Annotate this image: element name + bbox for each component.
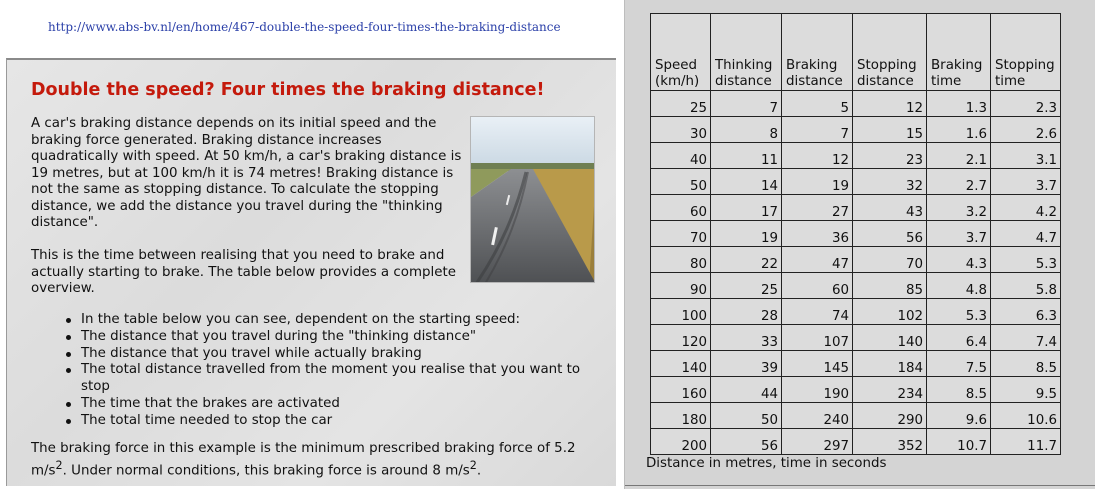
list-item: The total distance travelled from the moment you realise that you want to stop [81, 362, 601, 396]
table-cell: 56 [711, 429, 782, 455]
table-cell: 7.4 [991, 325, 1061, 351]
table-cell: 25 [711, 273, 782, 299]
table-cell: 3.7 [991, 169, 1061, 195]
article-panel [6, 58, 616, 486]
table-cell: 11 [711, 143, 782, 169]
table-cell: 7 [711, 91, 782, 117]
table-cell: 1.6 [927, 117, 991, 143]
table-cell: 2.7 [927, 169, 991, 195]
table-cell: 160 [651, 377, 711, 403]
table-cell: 85 [853, 273, 927, 299]
list-item: The total time needed to stop the car [81, 413, 601, 430]
table-cell: 8.5 [927, 377, 991, 403]
table-cell: 9.5 [991, 377, 1061, 403]
table-cell: 56 [853, 221, 927, 247]
column-header-stopping-time [991, 14, 1061, 91]
superscript: 2 [469, 458, 477, 472]
table-cell: 190 [782, 377, 853, 403]
table-row [651, 117, 1061, 143]
list-item: The distance that you travel while actually braking [81, 346, 601, 363]
header-line: distance [857, 74, 914, 89]
article-title: Double the speed? Four times the braking distance! [31, 80, 545, 100]
table-cell: 90 [651, 273, 711, 299]
table-cell: 44 [711, 377, 782, 403]
paragraph-3-text: . [476, 462, 482, 478]
table-cell: 33 [711, 325, 782, 351]
table-cell: 140 [651, 351, 711, 377]
table-cell: 3.7 [927, 221, 991, 247]
table-row [651, 247, 1061, 273]
table-cell: 145 [782, 351, 853, 377]
table-cell: 140 [853, 325, 927, 351]
table-row [651, 195, 1061, 221]
paragraph-3-text: The braking force in this example is the minimum prescribed braking force of 5.2 m/s [31, 441, 576, 478]
table-cell: 11.7 [991, 429, 1061, 455]
list-item: The distance that you travel during the "thinking distance" [81, 329, 601, 346]
header-line: Speed [655, 58, 697, 73]
table-row [651, 143, 1061, 169]
header-line: distance [715, 74, 772, 89]
table-row [651, 325, 1061, 351]
table-row [651, 273, 1061, 299]
table-cell: 70 [651, 221, 711, 247]
table-cell: 180 [651, 403, 711, 429]
table-cell: 9.6 [927, 403, 991, 429]
column-header-stopping-distance [853, 14, 927, 91]
table-footnote: Distance in metres, time in seconds [646, 456, 887, 471]
overview-bullet-list [81, 312, 601, 430]
table-cell: 107 [782, 325, 853, 351]
table-cell: 43 [853, 195, 927, 221]
header-line: Stopping [995, 58, 1055, 73]
table-cell: 3.1 [991, 143, 1061, 169]
table-row [651, 377, 1061, 403]
table-cell: 15 [853, 117, 927, 143]
table-cell: 7.5 [927, 351, 991, 377]
table-cell: 12 [853, 91, 927, 117]
table-cell: 4.8 [927, 273, 991, 299]
table-cell: 80 [651, 247, 711, 273]
table-cell: 120 [651, 325, 711, 351]
table-cell: 23 [853, 143, 927, 169]
table-row [651, 169, 1061, 195]
table-body [651, 91, 1061, 455]
table-cell: 8 [711, 117, 782, 143]
table-cell: 234 [853, 377, 927, 403]
article-paragraph-2: This is the time between realising that you need to brake and actually starting to brake. The table below provides a complete overview. [31, 248, 456, 296]
table-cell: 36 [782, 221, 853, 247]
article-paragraph-1: A car's braking distance depends on its initial speed and the braking force generated. Braking distance increases quadratically with speed. At 50 km/h, a car's braking distance is 19 metres, but at 100 km/h it is 74 metres! Braking distance is not the same as stopping distance. To calculate the stopping distance, we add the distance you travel during the "thinking distance". [31, 116, 462, 230]
table-cell: 2.6 [991, 117, 1061, 143]
table-cell: 40 [651, 143, 711, 169]
table-cell: 5.8 [991, 273, 1061, 299]
table-cell: 352 [853, 429, 927, 455]
table-row [651, 221, 1061, 247]
header-line: time [931, 74, 962, 89]
braking-distance-table [650, 13, 1061, 455]
header-line: Braking [786, 58, 838, 73]
header-line: (km/h) [655, 74, 700, 89]
table-cell: 297 [782, 429, 853, 455]
table-cell: 10.7 [927, 429, 991, 455]
table-row [651, 299, 1061, 325]
table-cell: 74 [782, 299, 853, 325]
table-cell: 7 [782, 117, 853, 143]
table-cell: 6.3 [991, 299, 1061, 325]
header-line: distance [786, 74, 843, 89]
header-line: time [995, 74, 1026, 89]
table-row [651, 429, 1061, 455]
table-cell: 3.2 [927, 195, 991, 221]
table-cell: 5.3 [927, 299, 991, 325]
paragraph-3-text: . Under normal conditions, this braking force is around 8 m/s [62, 462, 470, 478]
source-url[interactable]: http://www.abs-bv.nl/en/home/467-double-the-speed-four-times-the-braking-distance [48, 20, 561, 34]
table-header-row [651, 14, 1061, 91]
header-line: Thinking [715, 58, 773, 73]
table-cell: 25 [651, 91, 711, 117]
list-item: In the table below you can see, dependent on the starting speed: [81, 312, 601, 329]
table-cell: 17 [711, 195, 782, 221]
superscript: 2 [55, 458, 63, 472]
table-cell: 102 [853, 299, 927, 325]
table-cell: 5 [782, 91, 853, 117]
table-cell: 32 [853, 169, 927, 195]
table-cell: 6.4 [927, 325, 991, 351]
table-cell: 14 [711, 169, 782, 195]
table-cell: 50 [651, 169, 711, 195]
table-cell: 50 [711, 403, 782, 429]
table-cell: 200 [651, 429, 711, 455]
table-cell: 12 [782, 143, 853, 169]
table-cell: 8.5 [991, 351, 1061, 377]
table-row [651, 403, 1061, 429]
table-cell: 4.2 [991, 195, 1061, 221]
column-header-braking-distance [782, 14, 853, 91]
table-cell: 10.6 [991, 403, 1061, 429]
table-cell: 4.3 [927, 247, 991, 273]
table-cell: 47 [782, 247, 853, 273]
list-item: The time that the brakes are activated [81, 396, 601, 413]
header-line: Stopping [857, 58, 917, 73]
table-cell: 19 [711, 221, 782, 247]
table-cell: 184 [853, 351, 927, 377]
table-cell: 19 [782, 169, 853, 195]
table-cell: 28 [711, 299, 782, 325]
table-cell: 22 [711, 247, 782, 273]
table-cell: 1.3 [927, 91, 991, 117]
table-cell: 60 [651, 195, 711, 221]
table-cell: 60 [782, 273, 853, 299]
header-line: Braking [931, 58, 983, 73]
table-cell: 2.3 [991, 91, 1061, 117]
table-cell: 30 [651, 117, 711, 143]
table-cell: 39 [711, 351, 782, 377]
column-header-speed [651, 14, 711, 91]
table-cell: 240 [782, 403, 853, 429]
table-cell: 4.7 [991, 221, 1061, 247]
column-header-braking-time [927, 14, 991, 91]
table-cell: 5.3 [991, 247, 1061, 273]
table-cell: 27 [782, 195, 853, 221]
road-photo [470, 116, 595, 283]
table-cell: 290 [853, 403, 927, 429]
table-row [651, 91, 1061, 117]
article-paragraph-3 [31, 441, 603, 479]
column-header-thinking-distance [711, 14, 782, 91]
table-row [651, 351, 1061, 377]
table-cell: 70 [853, 247, 927, 273]
table-cell: 100 [651, 299, 711, 325]
table-cell: 2.1 [927, 143, 991, 169]
